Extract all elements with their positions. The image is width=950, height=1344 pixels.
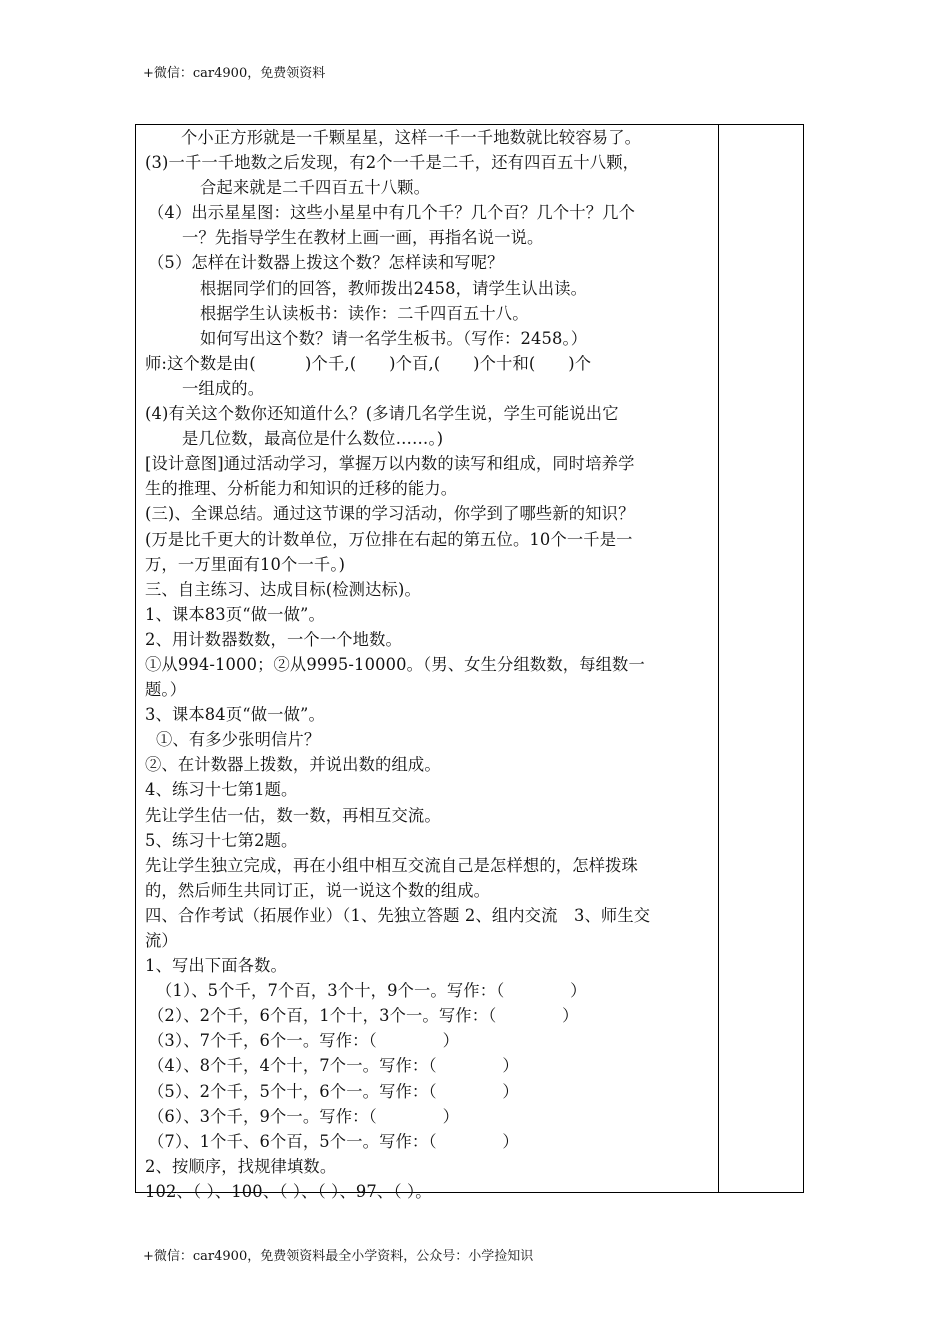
text-line: 3、课本84页“做一做”。	[145, 705, 325, 725]
text-line: 1、写出下面各数。	[145, 956, 287, 976]
text-line: ①从994-1000；②从9995-10000。（男、女生分组数数，每组数一	[145, 654, 645, 674]
text-line: 流）	[145, 931, 178, 950]
text-line: 先让学生独立完成，再在小组中相互交流自己是怎样想的，怎样拨珠	[145, 855, 638, 875]
text-line: 的，然后师生共同订正，说一说这个数的组成。	[145, 880, 491, 900]
text-line: 1、课本83页“做一做”。	[145, 604, 325, 624]
text-line: (万是比千更大的计数单位，万位排在右起的第五位。10个一千是一	[145, 529, 633, 549]
text-line: 如何写出这个数？请一名学生板书。（写作：2458。）	[200, 328, 588, 348]
text-line: ①、有多少张明信片？	[156, 730, 321, 750]
text-line: 题。）	[145, 680, 187, 700]
text-line: 2、用计数器数数，一个一个地数。	[145, 629, 402, 649]
text-line: 根据同学们的回答，教师拨出2458，请学生认出读。	[200, 278, 588, 298]
text-line: 一组成的。	[182, 378, 265, 398]
exercise-item: （4）、8个千，4个十，7个一。写作：（ ）	[148, 1056, 519, 1076]
text-line: (三)、全课总结。通过这节课的学习活动，你学到了哪些新的知识？	[145, 504, 635, 524]
text-line: 四、合作考试（拓展作业）（1、先独立答题 2、组内交流 3、师生交	[145, 905, 651, 925]
text-line: (3)一千一千地数之后发现，有2个一千是二千，还有四百五十八颗，	[145, 153, 640, 173]
exercise-item: （7）、1个千、6个百，5个一。写作：（ ）	[148, 1131, 519, 1151]
footer-note: +微信：car4900，免费领资料最全小学资料，公众号：小学捡知识	[143, 1249, 534, 1264]
exercise-item: （2）、2个千，6个百，1个十，3个一。写作：（ ）	[148, 1006, 579, 1026]
text-line: 师:这个数是由( )个千,( )个百,( )个十和( )个	[145, 353, 592, 373]
text-line: 2、按顺序，找规律填数。	[145, 1156, 337, 1176]
text-line: 根据学生认读板书：读作：二千四百五十八。	[200, 303, 529, 323]
column-divider	[718, 125, 719, 1192]
lesson-content	[136, 125, 718, 1204]
header-note: +微信：car4900，免费领资料	[143, 66, 326, 81]
exercise-item: （3）、7个千，6个一。写作：（ ）	[148, 1031, 460, 1051]
text-line: ②、在计数器上拨数，并说出数的组成。	[145, 755, 441, 775]
exercise-item: （6）、3个千，9个一。写作：（ ）	[148, 1106, 460, 1126]
text-line: 102、（ ）、100、（ ）、（ ）、97、（ ）。	[145, 1181, 432, 1201]
text-line: （4）出示星星图：这些小星星中有几个千？几个百？几个十？几个	[148, 203, 636, 223]
text-line: （5）怎样在计数器上拨这个数？怎样读和写呢？	[148, 253, 504, 273]
text-line: 合起来就是二千四百五十八颗。	[200, 178, 431, 198]
text-line: 先让学生估一估，数一数，再相互交流。	[145, 805, 441, 825]
text-line: 一？先指导学生在教材上画一画，再指名说一说。	[182, 228, 544, 248]
text-line: 生的推理、分析能力和知识的迁移的能力。	[145, 479, 458, 499]
text-line: [设计意图]通过活动学习，掌握万以内数的读写和组成，同时培养学	[145, 454, 635, 474]
text-line: 是几位数，最高位是什么数位……。)	[182, 429, 444, 449]
text-line: (4)有关这个数你还知道什么？(多请几名学生说，学生可能说出它	[145, 404, 619, 424]
text-line: 4、练习十七第1题。	[145, 780, 298, 800]
exercise-item: （1）、5个千，7个百，3个十，9个一。写作：（ ）	[156, 981, 587, 1001]
text-line: 个小正方形就是一千颗星星，这样一千一千地数就比较容易了。	[181, 128, 642, 147]
text-line: 5、练习十七第2题。	[145, 830, 298, 850]
text-line: 三、自主练习、达成目标(检测达标)。	[145, 579, 421, 599]
exercise-item: （5）、2个千，5个十，6个一。写作：（ ）	[148, 1081, 519, 1101]
text-line: 万，一万里面有10个一千。)	[145, 554, 346, 574]
lesson-table	[135, 124, 804, 1201]
